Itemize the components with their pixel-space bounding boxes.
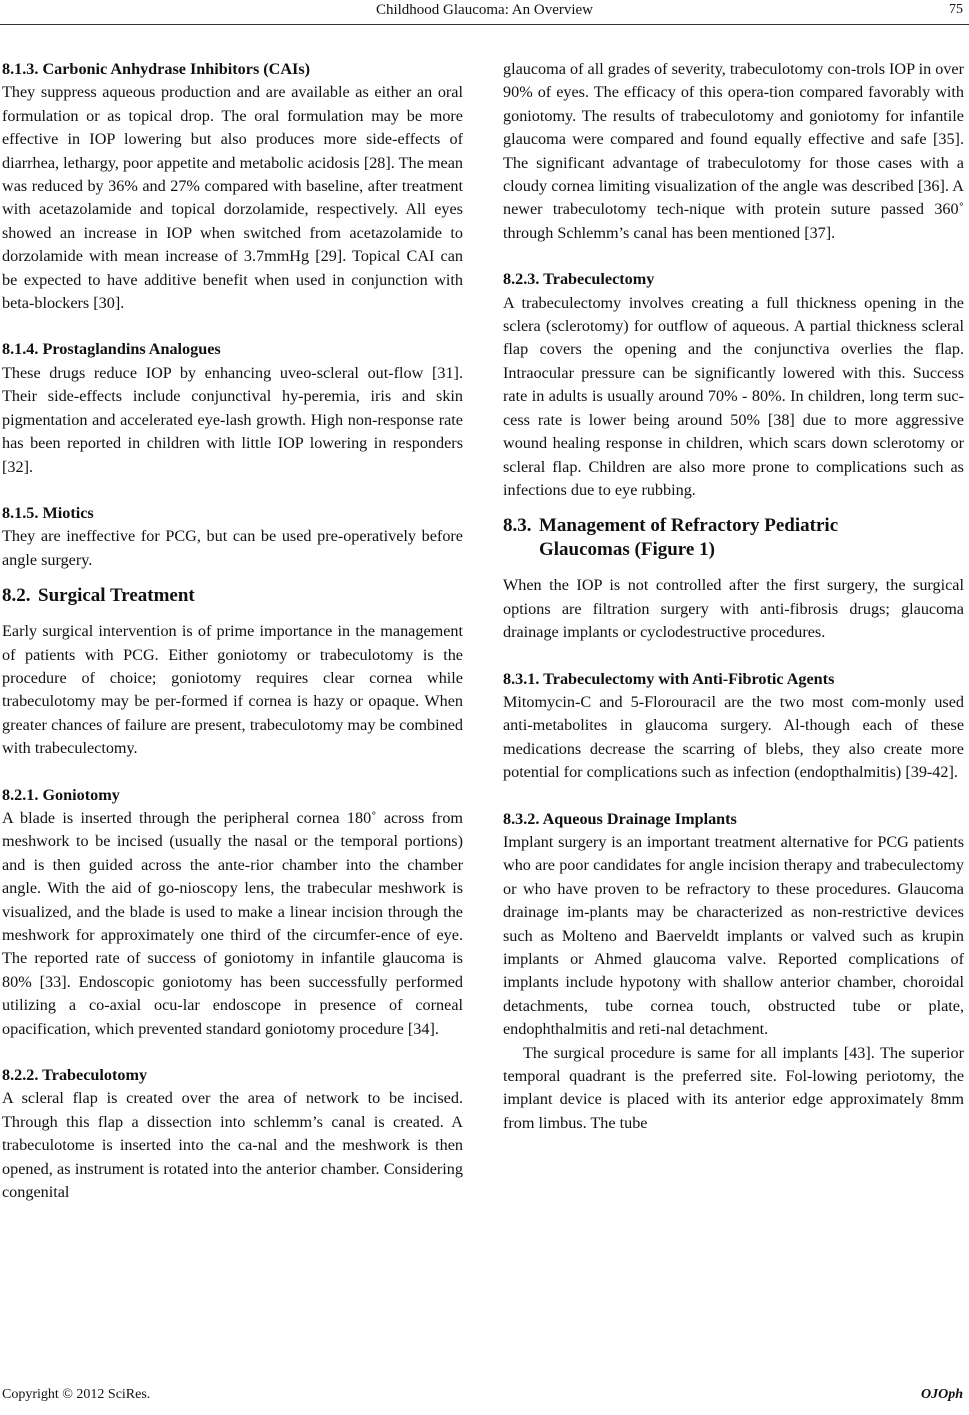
copyright-notice: Copyright © 2012 SciRes. (2, 1387, 151, 1402)
paragraph-cai: They suppress aqueous production and are available as either an oral formulation or as topical drop. The oral formulation may be more effective in IOP lowering but also produces more side-effects of diarrhea, lethargy, poor appetite and metabolic acidosis [28]. The mean was reduced by 36% and 27% compared with baseline, after treatment with acetazolamide and topical dorzolamide, respectively. All eyes showed an increase in IOP when switched from acetazolamide to dorzolamide with mean increase of 3.7mmHg [29]. Topical CAI can be expected to have additive benefit when used in conjunction with beta-blockers [30]. (2, 83, 463, 313)
heading-8-3 (503, 514, 964, 562)
paragraph-miotics: They are ineffective for PCG, but can be used pre-operatively before angle surgery. (2, 527, 463, 569)
section-number: 8.2. (2, 585, 31, 607)
paragraph-prostaglandins: These drugs reduce IOP by enhancing uveo-scleral out-flow [31]. Their side-effects include conjunctival hy-peremia, iris and skin pigmentation and accelerated eye-lash growth. High non-response rate has been reported in children with little IOP lowering in responders [32]. (2, 363, 463, 476)
paragraph-trabeculotomy-cont: glaucoma of all grades of severity, trabeculotomy con-trols IOP in over 90% of eyes. The efficacy of this opera-tion compared favorably with goniotomy. The results of trabeculotomy and goniotomy for infantile glaucoma were compared and found equally effective and safe [35]. The significant advantage of trabeculotomy for those cases with a cloudy cornea limiting visualization of the angle was described [36]. A newer trabeculotomy tech-nique with protein suture passed 360˚ through Schlemm’s canal has been mentioned [37]. (503, 60, 964, 242)
running-title: Childhood Glaucoma: An Overview (375, 2, 594, 18)
heading-8-2-3: 8.2.3. Trabeculectomy (503, 270, 655, 289)
page-footer (0, 1387, 969, 1411)
heading-8-1-5: 8.1.5. Miotics (2, 503, 94, 522)
section-number: 8.3. (503, 515, 532, 537)
right-column (503, 58, 964, 1135)
page-number: 75 (949, 2, 963, 17)
section-title-line1: Management of Refractory Pediatric (539, 515, 839, 537)
header-divider (0, 24, 969, 25)
heading-8-3-1: 8.3.1. Trabeculectomy with Anti-Fibrotic Agents (503, 669, 835, 688)
heading-8-2-1: 8.2.1. Goniotomy (2, 785, 120, 804)
paragraph-trabeculectomy: A trabeculectomy involves creating a full thickness opening in the sclera (sclerotomy) for outflow of aqueous. A partial thickness scleral flap covers the opening and the conjunctiva overlies the flap. Intraocular pressure can be significantly lowered with this. Success rate in adults is usually around 70% - 80%. In children, long term suc-cess rate is lower being around 50% [38] due to more aggressive wound healing response in children, which scars down sclerotomy or scleral flap. Children are also more prone to complications such as infections due to eye rubbing. (503, 293, 964, 499)
heading-8-3-2: 8.3.2. Aqueous Drainage Implants (503, 809, 737, 828)
heading-8-1-3: 8.1.3. Carbonic Anhydrase Inhibitors (CAIs) (2, 60, 311, 78)
section-title: Surgical Treatment (38, 585, 195, 607)
heading-8-2-2: 8.2.2. Trabeculotomy (2, 1066, 148, 1085)
paragraph-antifibrotic: Mitomycin-C and 5-Florouracil are the two most com-monly used anti-metabolites in glaucoma surgery. Al-though each of these medications decrease the scarring of blebs, they also create more potential for complications such as infection (endopthalmitis) [39-42]. (503, 692, 964, 782)
paragraph-goniotomy: A blade is inserted through the peripheral cornea 180˚ across from meshwork to be incised (usually the nasal or the temporal portions) and is then guided across the ante-rior chamber into the chamber angle. With the aid of go-nioscopy lens, the trabecular meshwork is visualized, and the blade is used to make a linear incision through the meshwork for approximately one third of the circumfer-ence of eye. The reported rate of success of goniotomy in infantile glaucoma is 80% [33]. Endoscopic goniotomy has been successfully performed utilizing a co-axial ocu-lar endoscope in presence of corneal opacification, which prevented standard goniotomy procedure [34]. (2, 808, 463, 1038)
section-title-line2: Glaucomas (Figure 1) (539, 539, 715, 561)
left-column (2, 58, 463, 1204)
journal-abbrev: OJOph (920, 1387, 963, 1402)
paragraph-surgical: Early surgical intervention is of prime importance in the management of patients with PCG. Either goniotomy or trabeculotomy is the procedure of choice; goniotomy requires clear cornea while trabeculotomy may be per-formed if cornea is hazy or opaque. When greater chances of failure are present, trabeculotomy may be combined with trabeculectomy. (2, 622, 463, 758)
paragraph-refractory: When the IOP is not controlled after the first surgery, the surgical options are filtration surgery with anti-fibrosis drugs; glaucoma drainage implants or cyclodestructive procedures. (503, 576, 964, 642)
paragraph-implants: Implant surgery is an important treatment alternative for PCG patients who are poor candidates for angle incision therapy and trabeculectomy or who have proven to be refractory to these procedures. Glaucoma drainage im-plants may be characterized as non-restrictive devices such as Molteno and Baerveldt implants or valved such as krupin implants or Ahmed glaucoma valve. Reported complications of implants include hypotony with shallow anterior chamber, choroidal detachments, tube cornea touch, obstructed tube or plate, endophthalmitis and reti-nal detachment. (503, 832, 964, 1039)
heading-8-2 (2, 584, 463, 608)
heading-8-1-4: 8.1.4. Prostaglandins Analogues (2, 340, 221, 359)
paragraph-implants-procedure: The surgical procedure is same for all implants [43]. The superior temporal quadrant is the preferred site. Fol-lowing periotomy, the implant device is placed with its anterior edge approximately 8mm from limbus. The tube (503, 1043, 964, 1132)
paragraph-trabeculotomy: A scleral flap is created over the area of network to be incised. Through this flap a dissection into schlemm’s canal is created. A trabeculotome is inserted into the ca-nal and the meshwork is then opened, as instrument is rotated into the anterior chamber. Considering congenital (2, 1089, 463, 1202)
